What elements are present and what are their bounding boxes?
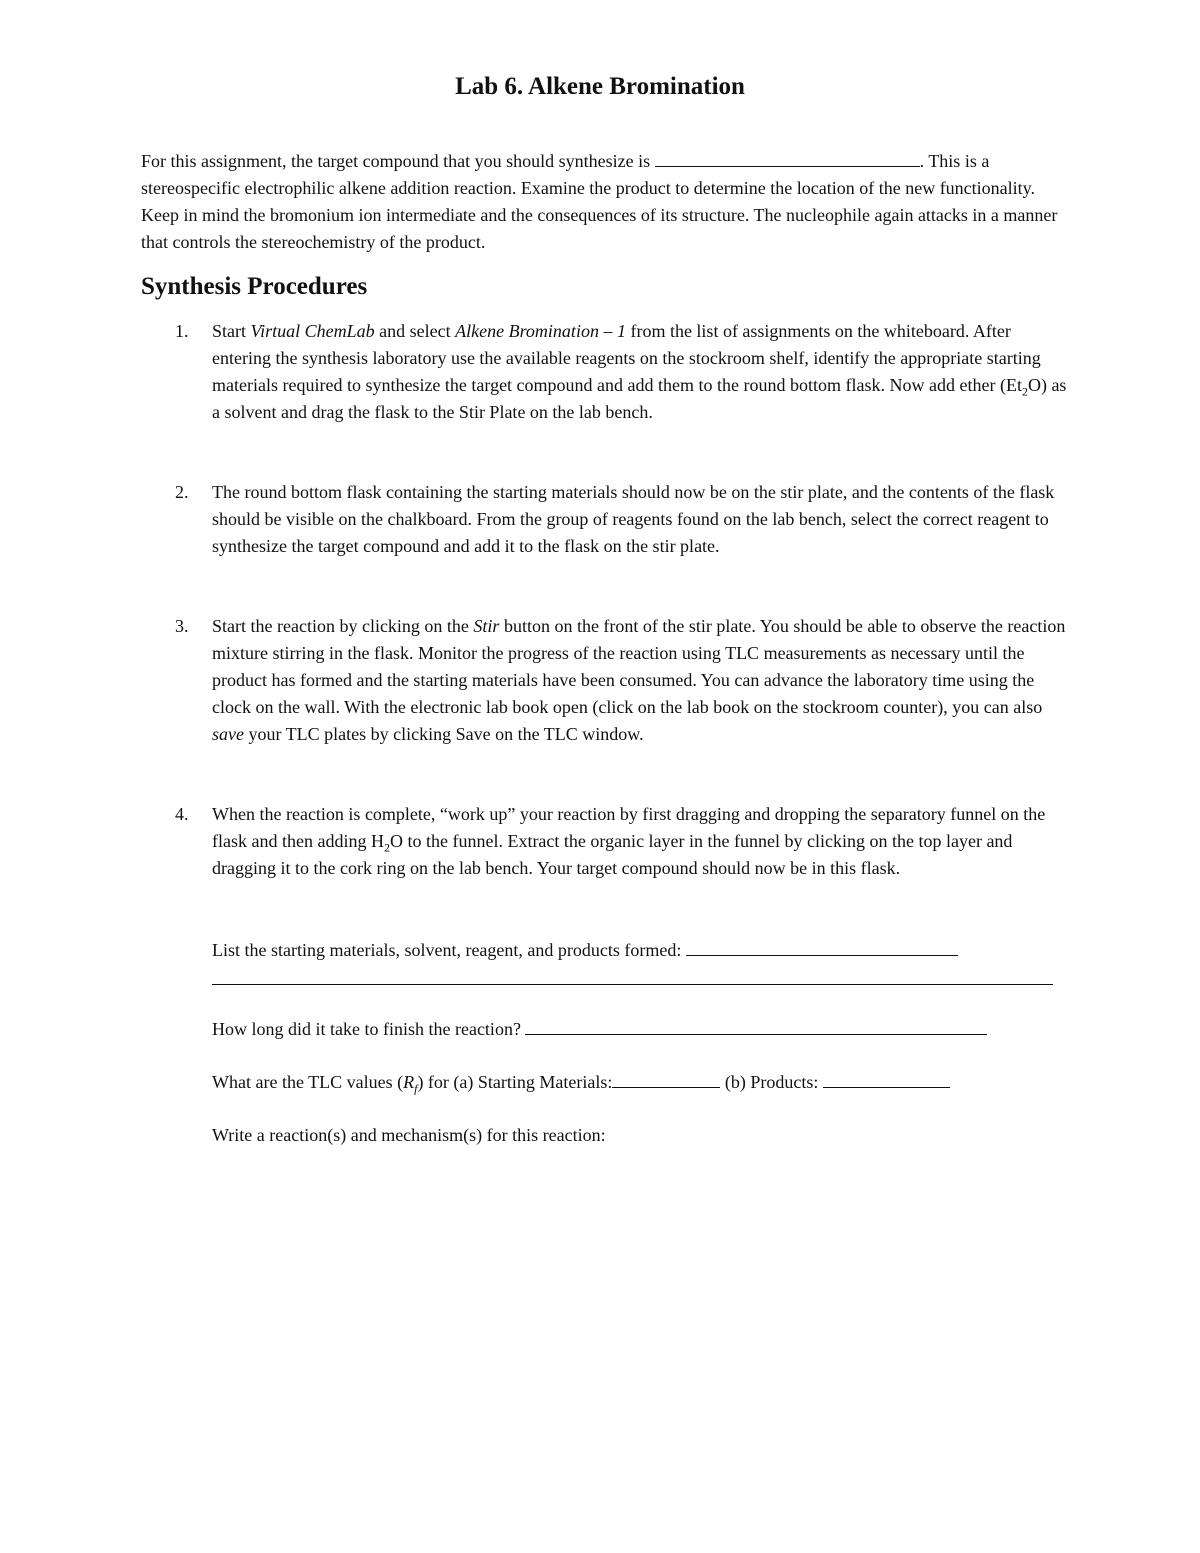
- question-tlc-prefix: What are the TLC values (: [212, 1072, 404, 1092]
- products-rf-blank[interactable]: [823, 1068, 950, 1088]
- starting-materials-rf-blank[interactable]: [612, 1068, 720, 1088]
- step-1-text-c: from the list of assignments on the whiteboard. After entering the synthesis laboratory use the available reagents on the stockroom shelf, identify the appropriate starting materials required to synthesize the target compound and add them to the round bottom flask. Now add ether (Et: [212, 321, 1041, 395]
- question-tlc-products: (b) Products:: [724, 1072, 819, 1092]
- step-4-text-b: O to the funnel. Extract the organic layer in the funnel by clicking on the top layer and dragging it to the cork ring on the lab bench. Your target compound should now be in this flask.: [212, 831, 1013, 878]
- step-3-text-a: Start the reaction by clicking on the: [212, 616, 469, 636]
- section-heading: Synthesis Procedures: [141, 273, 368, 300]
- question-tlc-mid: ) for (a) Starting Materials:: [417, 1072, 613, 1092]
- step-3-italic-a: Stir: [473, 616, 500, 636]
- question-mechanism: Write a reaction(s) and mechanism(s) for this reaction:: [212, 1125, 606, 1145]
- step-4-text-a: When the reaction is complete, “work up” your reaction by first dragging and dropping the separatory funnel on the flask and then adding H: [212, 804, 1046, 851]
- question-tlc: [212, 1068, 1072, 1096]
- step-text: [212, 801, 1072, 882]
- question-materials: [212, 936, 1072, 964]
- intro-paragraph: [141, 147, 1071, 256]
- step-text: [212, 318, 1072, 426]
- question-materials-label: List the starting materials, solvent, reagent, and products formed:: [212, 940, 682, 960]
- intro-suffix: .: [919, 151, 925, 171]
- intro-prefix: For this assignment, the target compound that you should synthesize is: [141, 151, 651, 171]
- time-blank[interactable]: [525, 1015, 987, 1035]
- intro-rest: This is a stereospecific electrophilic alkene addition reaction. Examine the product to determine the location of the new functionality. Keep in mind the bromonium ion intermediate and the consequences of its structure. The nucleophile again attacks in a manner that controls the stereochemistry of the product.: [141, 151, 1058, 252]
- step-3-text-b: button on the front of the stir plate. You should be able to observe the reaction mixture stirring in the flask. Monitor the progress of the reaction using TLC measurements as necessary until the product has formed and the starting materials have been consumed. You can advance the laboratory time using the clock on the wall. With the electronic lab book open (click on the lab book on the stockroom counter), you can also: [212, 616, 1066, 717]
- step-1-text-d: O) as a solvent and drag the flask to the Stir Plate on the lab bench.: [212, 375, 1067, 422]
- step-text: The round bottom flask containing the starting materials should now be on the stir plate, and the contents of the flask should be visible on the chalkboard. From the group of reagents found on the lab bench, select the correct reagent to synthesize the target compound and add it to the flask on the stir plate.: [212, 482, 1055, 556]
- step-number: 4.: [175, 804, 189, 824]
- document-title: Lab 6. Alkene Bromination: [455, 73, 745, 100]
- step-number: 1.: [175, 321, 189, 341]
- question-time-label: How long did it take to finish the reaction?: [212, 1019, 521, 1039]
- materials-blank[interactable]: [686, 936, 958, 956]
- rf-subscript: f: [414, 1081, 418, 1096]
- step-number: 2.: [175, 482, 189, 502]
- subscript: 2: [1021, 384, 1028, 399]
- rf-symbol: R: [403, 1072, 415, 1092]
- subscript: 2: [383, 840, 390, 855]
- step-1-italic-b: Alkene Bromination – 1: [455, 321, 626, 341]
- question-time: [212, 1015, 1072, 1043]
- step-3-text-c: your TLC plates by clicking Save on the TLC window.: [248, 724, 644, 744]
- step-number: 3.: [175, 616, 189, 636]
- materials-blank-line-2[interactable]: [212, 984, 1053, 985]
- target-compound-blank[interactable]: [655, 147, 920, 167]
- step-1-italic-a: Virtual ChemLab: [250, 321, 375, 341]
- step-1-text-a: Start: [212, 321, 246, 341]
- step-1-text-b: and select: [379, 321, 451, 341]
- step-3-italic-b: save: [212, 724, 244, 744]
- step-text: [212, 613, 1072, 748]
